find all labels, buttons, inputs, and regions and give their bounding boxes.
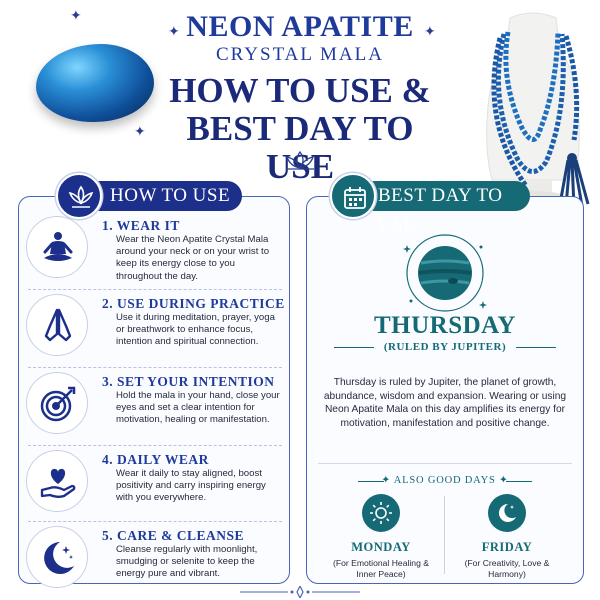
step-divider — [28, 521, 282, 522]
step-care-and-cleanse — [26, 526, 282, 588]
step-divider — [28, 289, 282, 290]
step-daily-wear — [26, 450, 282, 512]
sparkle-icon: ✦ — [134, 123, 146, 139]
crescent-moon-icon — [495, 501, 519, 525]
good-day-monday — [326, 494, 436, 580]
sun-icon — [369, 501, 393, 525]
bottom-ornament-icon — [240, 586, 360, 598]
good-day-friday — [452, 494, 562, 580]
step-title: 2. USE DURING PRACTICE — [102, 296, 285, 311]
product-subtitle: CRYSTAL MALA — [216, 44, 384, 65]
step-divider — [28, 445, 282, 446]
step-use-during-practice — [26, 294, 285, 356]
lotus-icon — [67, 184, 95, 212]
moon-stars-icon — [38, 538, 78, 578]
step-description: Hold the mala in your hand, close your eyes and set a clear intention for motivation, healing or manifestation. — [116, 390, 280, 426]
best-day-heading: BEST DAY TO USE — [350, 181, 530, 211]
calendar-icon — [341, 184, 369, 212]
ruled-divider — [516, 347, 556, 348]
step-wear-it — [26, 216, 282, 282]
good-day-note: (For Emotional Healing & Inner Peace) — [332, 558, 429, 579]
step-description: Wear the Neon Apatite Crystal Mala around your neck or on your wrist to keep its energy close to you throughout the day. — [116, 234, 270, 282]
step-description: Wear it daily to stay aligned, boost positivity and carry inspiring energy with you everywhere. — [116, 468, 266, 504]
good-days-divider — [444, 496, 445, 574]
how-to-use-badge — [56, 173, 102, 219]
good-day-name: MONDAY — [351, 540, 411, 554]
lotus-divider-icon — [278, 150, 322, 172]
also-good-days-title: ✦ ALSO GOOD DAYS ✦ — [381, 475, 509, 486]
step-set-your-intention — [26, 372, 282, 434]
step-description: Cleanse regularly with moonlight, smudging or selenite to keep the energy pure and vibrant. — [116, 544, 258, 580]
target-arrow-icon — [38, 384, 78, 424]
sparkle-icon: ✦ — [424, 23, 436, 39]
sparkle-icon: ✦ — [70, 7, 82, 23]
praying-hands-icon — [38, 306, 78, 346]
sparkle-icon: ✦ — [168, 23, 180, 39]
section-divider — [318, 463, 572, 464]
step-title: 4. DAILY WEAR — [102, 452, 209, 467]
also-divider — [506, 481, 532, 482]
meditation-figure-icon — [38, 228, 78, 268]
headline-line-2: BEST DAY TO USE — [186, 109, 414, 186]
best-day-badge — [330, 173, 376, 219]
step-title: 1. WEAR IT — [102, 218, 180, 233]
step-divider — [28, 367, 282, 368]
apatite-stone-image — [36, 44, 154, 122]
heart-in-hand-icon — [38, 462, 78, 502]
jupiter-planet-icon — [395, 231, 495, 321]
how-to-use-heading: HOW TO USE — [62, 181, 242, 211]
product-name: NEON APATITE — [186, 10, 414, 43]
best-day-name: THURSDAY — [373, 312, 516, 339]
ruled-by-label: (RULED BY JUPITER) — [383, 341, 507, 353]
step-description: Use it during meditation, prayer, yoga or breathwork to enhance focus, intention and spiritual connection. — [116, 312, 275, 348]
mala-on-bust-image — [470, 10, 596, 210]
step-title: 5. CARE & CLEANSE — [102, 528, 245, 543]
headline-line-1: HOW TO USE & — [169, 71, 431, 110]
good-day-name: FRIDAY — [481, 540, 533, 554]
good-day-note: (For Creativity, Love & Harmony) — [464, 558, 550, 579]
step-title: 3. SET YOUR INTENTION — [102, 374, 275, 389]
best-day-description: Thursday is ruled by Jupiter, the planet of growth, abundance, wisdom and expansion. Wearing or using Neon Apatite Mala on this day amplifies its energy for motivation, manifestation and positive change. — [323, 377, 567, 429]
